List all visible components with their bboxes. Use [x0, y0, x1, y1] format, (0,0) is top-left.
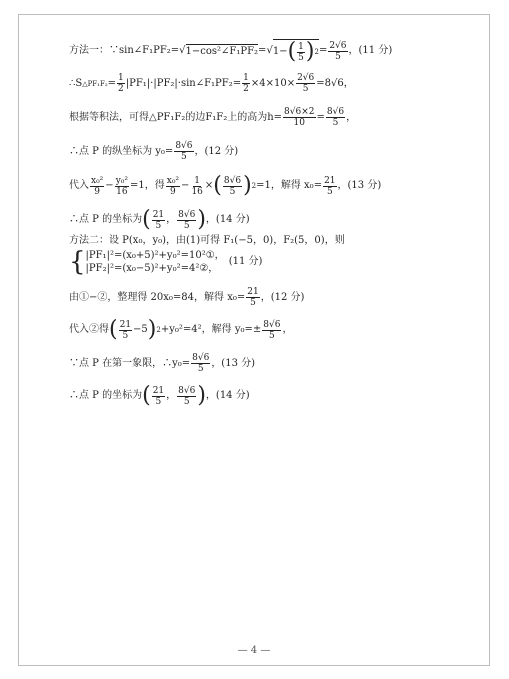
score-12-b: ，(12 分): [260, 291, 305, 303]
eq-sign-2: =: [318, 45, 328, 56]
frac-den: 5: [155, 220, 162, 231]
fraction-y: [174, 141, 193, 162]
frac-num: x₀²: [91, 175, 104, 186]
score-13-b: ，(13 分): [211, 357, 256, 369]
quadrant-line: [69, 353, 255, 374]
sqrt-symbol: √: [179, 45, 186, 56]
system-line: [69, 249, 262, 275]
fraction-half-2: [242, 73, 250, 94]
point2-comma: ，: [166, 390, 177, 401]
frac-num: 21: [119, 319, 132, 330]
frac-den: 5: [122, 330, 129, 341]
height-text: 根据等积法，可得△PF₁F₂的边F₁F₂上的高为h=: [69, 111, 283, 123]
subtract-line: [69, 287, 304, 308]
frac-den: 9: [94, 186, 101, 197]
frac-den: 5: [229, 186, 236, 197]
paren-open: (: [109, 317, 118, 342]
ycoord-text: ∴点 P 的纵坐标为 y₀=: [69, 145, 174, 157]
frac-den: 2: [243, 84, 249, 94]
sub2-end: ，: [282, 324, 293, 335]
sub-tail: =1，解得 x₀=: [256, 180, 323, 191]
sub-minus: −: [105, 180, 114, 191]
sqrt2-prefix: 1−: [272, 46, 288, 57]
area-prefix: ∴S: [69, 77, 83, 89]
point1-comma: ，: [166, 214, 177, 225]
quadrant-text: ∵点 P 在第一象限，∴y₀=: [69, 357, 191, 369]
paren-close: ): [243, 173, 252, 198]
frac-den: 5: [183, 396, 190, 407]
fraction-1-16: [190, 176, 203, 197]
frac-den: 2: [118, 84, 124, 94]
equation-2: |PF₂|²=(x₀−5)²+y₀²=4²②，: [85, 263, 219, 274]
sqrt2-content: [273, 39, 319, 63]
sub2-prefix: 代入②得: [69, 324, 109, 335]
frac-num: 1: [298, 41, 304, 52]
frac-den: 5: [250, 298, 256, 308]
paren-close: ): [197, 207, 206, 232]
frac-den: 5: [332, 118, 339, 128]
square-exponent: 2: [314, 48, 319, 56]
point1-text: ∴点 P 的坐标为: [69, 214, 143, 225]
method2-text: 方法二：设 P(x₀，y₀)，由(1)可得 F₁(−5，0)，F₂(5，0)，则: [69, 235, 345, 246]
document-page: [18, 14, 490, 666]
frac-den: 5: [268, 330, 275, 341]
frac-den: 5: [183, 220, 190, 231]
method2-line: [69, 235, 345, 247]
paren-close: ): [197, 383, 206, 408]
sqrt1-content: 1−cos²∠F₁PF₂: [185, 46, 259, 57]
fraction-y: [177, 210, 196, 231]
point2-line: [69, 385, 250, 407]
score-11: ，(11 分): [348, 45, 393, 56]
sub2-mid: −5: [133, 324, 148, 335]
fraction-y-b: [177, 386, 196, 407]
equation-1: |PF₁|²=(x₀+5)²+y₀²=10²①，: [85, 250, 225, 261]
fraction-21-5-b: [246, 287, 259, 308]
method1-expr-lhs: sin∠F₁PF₂=: [119, 45, 180, 56]
frac-den: 16: [191, 186, 203, 197]
fraction-x-b: [152, 386, 165, 407]
sub-times: ×: [204, 180, 214, 191]
area-subscript: △PF₁F₂: [82, 79, 108, 88]
fraction-8r6-5-b: [262, 320, 281, 341]
fraction-result: [328, 41, 347, 62]
paren-open: (: [142, 207, 151, 232]
frac-den: 5: [155, 396, 162, 407]
square-exponent: 2: [251, 182, 257, 190]
height-eq: =: [316, 111, 325, 123]
frac-num: 1: [243, 73, 249, 83]
frac-num: 8√6: [326, 107, 345, 117]
method1-line: [69, 39, 392, 63]
frac-num: 21: [247, 287, 259, 297]
fraction-8r6-5: [223, 176, 242, 197]
paren-open: (: [142, 383, 151, 408]
frac-den: 5: [181, 152, 187, 162]
frac-num: y₀²: [115, 175, 128, 186]
fraction-21-5: [323, 176, 336, 197]
area-result: =8√6，: [316, 77, 354, 89]
frac-num: 8√6: [178, 209, 196, 220]
sqrt-symbol-2: √: [266, 45, 273, 56]
fraction-8r6-5-c: [191, 353, 210, 374]
frac-num: 8√6: [223, 175, 242, 186]
method1-label: 方法一：∵: [69, 45, 119, 56]
frac-num: 8√6: [192, 353, 210, 363]
sub2-tail: +y₀²=4²，解得 y₀=±: [160, 324, 262, 335]
frac-num: 2√6: [297, 73, 315, 83]
score-14-b: ，(14 分): [205, 390, 250, 401]
fraction-y2-16: [115, 176, 129, 197]
sub-prefix: 代入: [69, 180, 89, 191]
sub-minus-2: −: [181, 180, 190, 191]
paren-open: (: [287, 39, 297, 64]
frac-den: 5: [335, 51, 341, 62]
fraction-height-2: [326, 107, 345, 128]
fraction-x2-9: [90, 176, 104, 197]
substitute-line: [69, 175, 381, 197]
fraction-sin: [296, 73, 315, 94]
area-eq: =: [107, 77, 117, 89]
score-13: ，(13 分): [337, 180, 382, 191]
frac-den: 10: [293, 118, 305, 128]
paren-close: ): [147, 317, 157, 342]
fraction-height: [283, 107, 315, 128]
left-brace: {: [69, 247, 86, 277]
ycoord-line: [69, 141, 238, 162]
sub-mid: =1，得: [130, 180, 165, 191]
area-line: [69, 73, 354, 94]
fraction-x2-9-b: [166, 176, 180, 197]
frac-num: 21: [152, 209, 165, 220]
subtract-text: 由①−②，整理得 20x₀=84，解得 x₀=: [69, 291, 246, 303]
square-exponent: 2: [156, 326, 161, 334]
height-end: ，: [346, 111, 357, 123]
frac-num: 8√6: [175, 141, 193, 151]
frac-den: 5: [302, 84, 309, 94]
area-calc: ×4×10×: [250, 77, 296, 89]
frac-num: 21: [152, 385, 165, 396]
frac-num: 1: [118, 73, 124, 83]
frac-num: 8√6: [178, 385, 196, 396]
point2-text: ∴点 P 的坐标为: [69, 390, 143, 401]
page-number: — 4 —: [237, 645, 271, 656]
paren-close: ): [305, 39, 315, 64]
frac-den: 5: [326, 186, 333, 197]
score-14: ，(14 分): [205, 214, 250, 225]
paren-open: (: [213, 173, 222, 198]
score-11-b: (11 分): [228, 256, 263, 267]
score-12: ，(12 分): [194, 145, 239, 157]
frac-num: 8√6×2: [284, 107, 315, 117]
fraction-half: [117, 73, 125, 94]
fraction-one-fifth: [297, 42, 305, 63]
area-mid: |PF₁|·|PF₂|·sin∠F₁PF₂=: [125, 77, 242, 89]
frac-num: x₀²: [166, 175, 180, 186]
frac-num: 2√6: [329, 40, 347, 51]
equation-system: [86, 249, 225, 275]
frac-num: 8√6: [263, 319, 281, 330]
sub2-line: [69, 319, 292, 341]
frac-num: 1: [194, 175, 201, 186]
height-line: [69, 107, 356, 128]
frac-den: 9: [170, 186, 176, 197]
frac-num: 21: [324, 175, 336, 186]
fraction-21-5-c: [119, 320, 132, 341]
point1-line: [69, 209, 250, 231]
frac-den: 5: [197, 364, 204, 374]
fraction-x: [152, 210, 165, 231]
frac-den: 5: [298, 52, 304, 63]
eq-sign: =: [258, 45, 267, 56]
frac-den: 16: [116, 186, 128, 197]
